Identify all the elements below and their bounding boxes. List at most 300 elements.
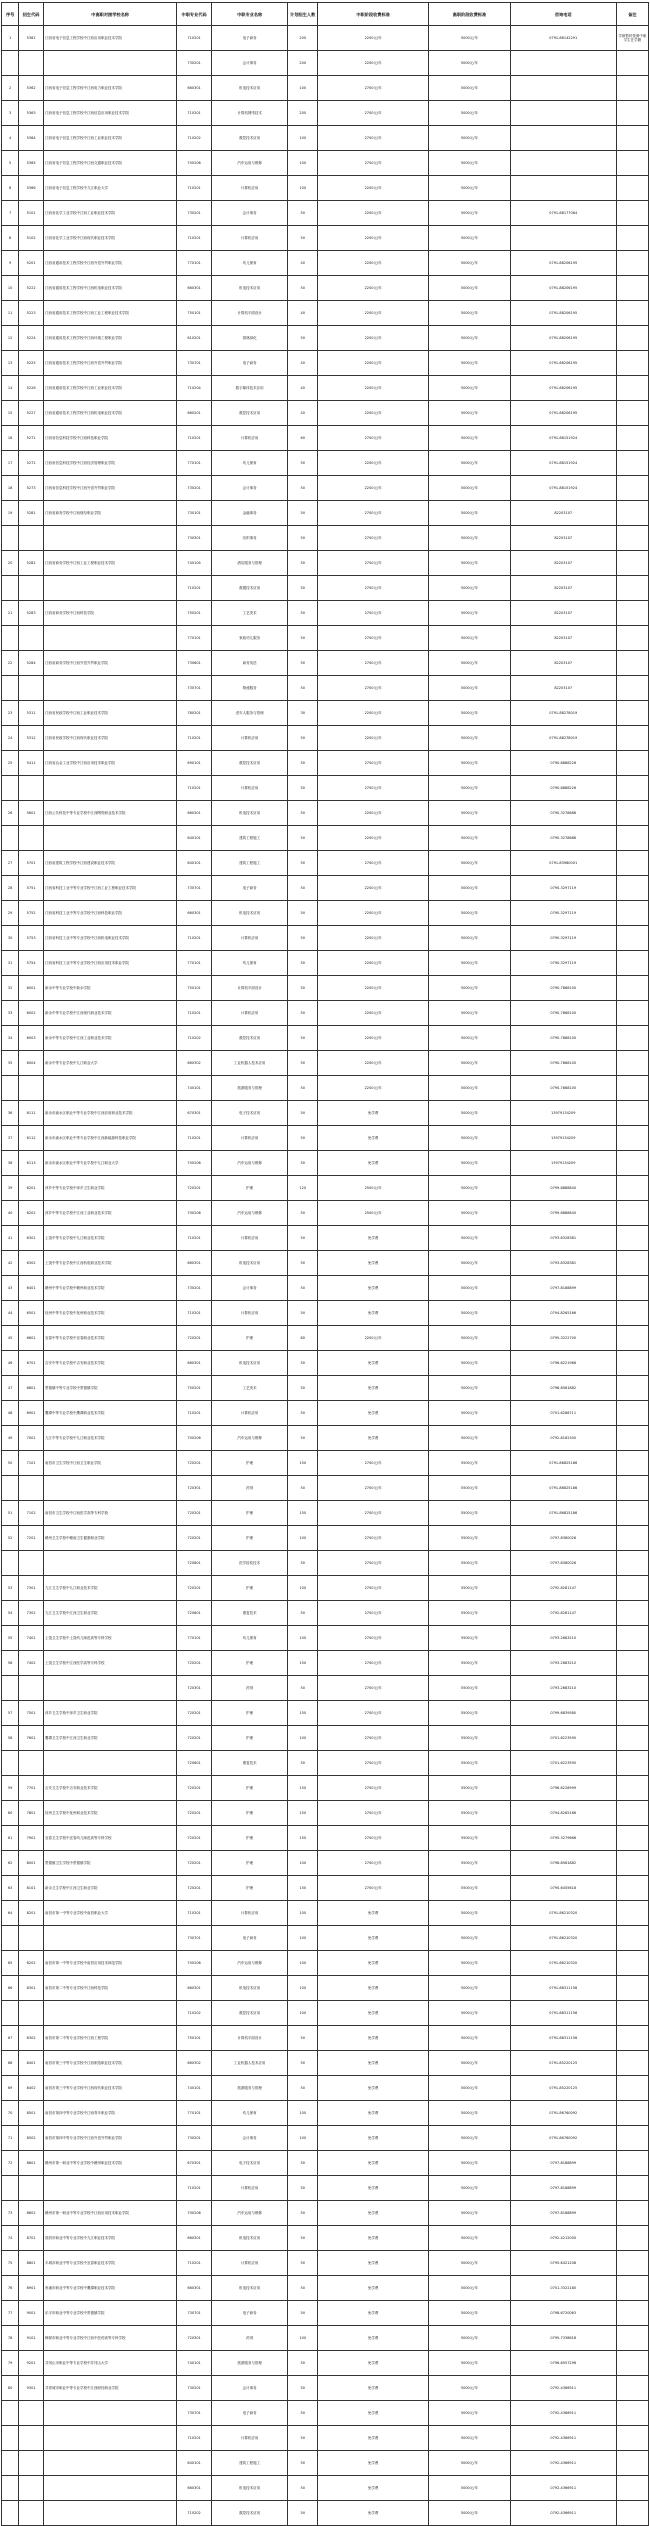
row-code xyxy=(19,1676,44,1701)
row-school: 江西省通用技术工程学校中江西工业工程职业技术学院 xyxy=(43,301,176,326)
row-major-code: 730201 xyxy=(177,2376,212,2401)
row-code xyxy=(19,626,44,651)
row-plan: 30 xyxy=(288,701,318,726)
row-tel: 0794-8265166 xyxy=(510,1801,616,1826)
row-note xyxy=(616,351,648,376)
row-major-code: 750101 xyxy=(177,301,212,326)
row-code: 6501 xyxy=(19,1301,44,1326)
row-note xyxy=(616,2001,648,2026)
row-major: 计算机应用 xyxy=(211,176,288,201)
row-fee-mid: 免学费 xyxy=(318,1301,429,1326)
table-row xyxy=(2,551,649,576)
row-major-code: 710201 xyxy=(177,101,212,126)
row-no: 46 xyxy=(2,1351,19,1376)
row-no: 55 xyxy=(2,1626,19,1651)
table-row xyxy=(2,826,649,851)
row-major: 计算机网络技术 xyxy=(211,101,288,126)
row-major-code: 720201 xyxy=(177,1326,212,1351)
row-school xyxy=(43,2176,176,2201)
row-no: 69 xyxy=(2,2076,19,2101)
row-note xyxy=(616,401,648,426)
row-major-code: 730701 xyxy=(177,676,212,701)
row-major-code: 730701 xyxy=(177,351,212,376)
row-fee-mid: 免学费 xyxy=(318,1101,429,1126)
row-fee-high: 5500元/年 xyxy=(429,1726,510,1751)
row-no xyxy=(2,576,19,601)
row-note xyxy=(616,1251,648,1276)
row-fee-mid: 2700元/年 xyxy=(318,776,429,801)
row-fee-high: 5000元/年 xyxy=(429,1351,510,1376)
row-major: 汽车运用与维修 xyxy=(211,1951,288,1976)
table-row xyxy=(2,651,649,676)
row-major: 计算机应用 xyxy=(211,1901,288,1926)
row-major-code: 730101 xyxy=(177,501,212,526)
row-code: 6302 xyxy=(19,1251,44,1276)
row-fee-high: 5000元/年 xyxy=(429,1901,510,1926)
row-major: 旅游服务与管理 xyxy=(211,2351,288,2376)
row-fee-mid: 2700元/年 xyxy=(318,1451,429,1476)
row-major: 康复技术 xyxy=(211,1601,288,1626)
row-fee-mid: 2700元/年 xyxy=(318,426,429,451)
row-code: 8801 xyxy=(19,2251,44,2276)
row-major-code: 690101 xyxy=(177,751,212,776)
row-major-code: 640101 xyxy=(177,2451,212,2476)
row-fee-high: 5500元/年 xyxy=(429,1476,510,1501)
row-note xyxy=(616,2351,648,2376)
row-major-code: 710201 xyxy=(177,426,212,451)
row-fee-mid: 2200元/年 xyxy=(318,1326,429,1351)
row-code: 8101 xyxy=(19,1876,44,1901)
row-note xyxy=(616,951,648,976)
row-major-code: 710201 xyxy=(177,776,212,801)
row-major-code: 640101 xyxy=(177,851,212,876)
row-no: 54 xyxy=(2,1601,19,1626)
row-fee-mid: 2200元/年 xyxy=(318,451,429,476)
row-plan: 50 xyxy=(288,1001,318,1026)
table-row xyxy=(2,1251,649,1276)
row-school: 赣州中等专业学校中赣州职业技术学院 xyxy=(43,1276,176,1301)
row-major: 家政幼儿服务 xyxy=(211,626,288,651)
row-major-code: 710202 xyxy=(177,126,212,151)
row-plan: 100 xyxy=(288,76,318,101)
row-plan: 100 xyxy=(288,1901,318,1926)
row-major-code: 710201 xyxy=(177,2251,212,2276)
row-no: 50 xyxy=(2,1451,19,1476)
row-code: 6301 xyxy=(19,1226,44,1251)
row-plan: 50 xyxy=(288,1276,318,1301)
row-no xyxy=(2,526,19,551)
row-tel: 0790-6888226 xyxy=(510,751,616,776)
row-tel: 0795-6421208 xyxy=(510,2251,616,2276)
row-code: 6701 xyxy=(19,1351,44,1376)
table-row xyxy=(2,1601,649,1626)
row-major: 会计事务 xyxy=(211,2126,288,2151)
row-note xyxy=(616,1801,648,1826)
row-major-code: 660301 xyxy=(177,2476,212,2501)
row-major: 电子技术应用 xyxy=(211,1101,288,1126)
row-major: 建筑工程施工 xyxy=(211,826,288,851)
row-fee-high: 5000元/年 xyxy=(429,576,510,601)
row-fee-mid: 2700元/年 xyxy=(318,1701,429,1726)
row-school: 江西省通用技术工程学校中江西机电职业技术学院 xyxy=(43,401,176,426)
table-row xyxy=(2,126,649,151)
row-fee-high: 5000元/年 xyxy=(429,201,510,226)
row-code: 5754 xyxy=(19,951,44,976)
row-note xyxy=(616,1176,648,1201)
row-note xyxy=(616,2276,648,2301)
row-major-code: 720301 xyxy=(177,2326,212,2351)
row-major-code: 720201 xyxy=(177,1876,212,1901)
row-school: 上饶卫生学校中江西医学高等专科学校 xyxy=(43,1651,176,1676)
row-no: 3 xyxy=(2,101,19,126)
row-school: 新余市渝水区职业中等专业学校中江西新能源科技职业学院 xyxy=(43,1126,176,1151)
row-note xyxy=(616,476,648,501)
row-fee-high: 5500元/年 xyxy=(429,1751,510,1776)
row-major: 计算机应用 xyxy=(211,776,288,801)
row-fee-high: 5000元/年 xyxy=(429,876,510,901)
row-major: 护理 xyxy=(211,1851,288,1876)
row-fee-high: 5000元/年 xyxy=(429,1126,510,1151)
row-school: 上饶中等专业学校中江西机电职业技术学院 xyxy=(43,1251,176,1276)
row-school xyxy=(43,2451,176,2476)
row-no: 30 xyxy=(2,926,19,951)
row-code: 7901 xyxy=(19,1826,44,1851)
row-fee-high: 5000元/年 xyxy=(429,2226,510,2251)
row-tel xyxy=(510,226,616,251)
row-fee-high: 5500元/年 xyxy=(429,1626,510,1651)
row-note xyxy=(616,451,648,476)
row-fee-mid: 免学费 xyxy=(318,1126,429,1151)
row-note xyxy=(616,1276,648,1301)
row-code xyxy=(19,51,44,76)
row-note xyxy=(616,176,648,201)
row-code: 5272 xyxy=(19,451,44,476)
row-note xyxy=(616,1776,648,1801)
row-major-code: 720201 xyxy=(177,1526,212,1551)
row-plan: 50 xyxy=(288,2376,318,2401)
table-row xyxy=(2,76,649,101)
row-tel: 0790-7868100 xyxy=(510,1051,616,1076)
row-major-code: 750201 xyxy=(177,601,212,626)
row-fee-high: 5000元/年 xyxy=(429,1101,510,1126)
row-plan: 50 xyxy=(288,2226,318,2251)
row-note: 学制暂时按照中职学生在学籍 xyxy=(616,26,648,51)
row-note xyxy=(616,2226,648,2251)
row-plan: 50 xyxy=(288,926,318,951)
row-note xyxy=(616,601,648,626)
row-plan: 50 xyxy=(288,1751,318,1776)
row-tel: 0791-88311156 xyxy=(510,2026,616,2051)
row-fee-mid: 2700元/年 xyxy=(318,1801,429,1826)
row-no: 13 xyxy=(2,351,19,376)
row-fee-mid: 免学费 xyxy=(318,2051,429,2076)
row-code: 6801 xyxy=(19,1376,44,1401)
row-fee-high: 5000元/年 xyxy=(429,1951,510,1976)
row-major: 药剂 xyxy=(211,1676,288,1701)
row-plan: 50 xyxy=(288,326,318,351)
row-no: 59 xyxy=(2,1776,19,1801)
row-school: 鹰潭中等专业学校中鹰潭职业技术学院 xyxy=(43,1401,176,1426)
row-code: 5753 xyxy=(19,926,44,951)
row-fee-mid: 免学费 xyxy=(318,1976,429,2001)
row-major: 汽车运用与维修 xyxy=(211,1201,288,1226)
row-tel: 0790-7868100 xyxy=(510,1026,616,1051)
row-school: 江西省通用技术工程学校中江西外语外贸职业学院 xyxy=(43,251,176,276)
row-major-code: 730201 xyxy=(177,476,212,501)
row-major-code: 710201 xyxy=(177,2426,212,2451)
row-plan: 50 xyxy=(288,626,318,651)
row-major: 老年人服务与管理 xyxy=(211,701,288,726)
row-major-code: 720201 xyxy=(177,1726,212,1751)
row-no: 79 xyxy=(2,2351,19,2376)
table-row xyxy=(2,1576,649,1601)
row-major: 计算机应用 xyxy=(211,1126,288,1151)
row-tel xyxy=(510,151,616,176)
row-major: 计算机应用 xyxy=(211,426,288,451)
row-plan: 50 xyxy=(288,1401,318,1426)
row-code: 5227 xyxy=(19,401,44,426)
row-school: 江西省电子信息工程学校中江西信息应用职业技术学院 xyxy=(43,101,176,126)
row-no: 47 xyxy=(2,1376,19,1401)
row-no xyxy=(2,1476,19,1501)
row-major-code: 720201 xyxy=(177,1176,212,1201)
row-fee-mid: 2700元/年 xyxy=(318,1476,429,1501)
row-no: 15 xyxy=(2,401,19,426)
row-major-code: 720301 xyxy=(177,1476,212,1501)
row-tel: 0791-88206195 xyxy=(510,276,616,301)
row-note xyxy=(616,2076,648,2101)
table-row xyxy=(2,1401,649,1426)
row-code: 6901 xyxy=(19,1401,44,1426)
table-row xyxy=(2,1001,649,1026)
table-row xyxy=(2,1301,649,1326)
row-major: 电子商务 xyxy=(211,2401,288,2426)
row-major: 机电技术应用 xyxy=(211,276,288,301)
row-code: 8602 xyxy=(19,2201,44,2226)
row-tel: 0791-86142291 xyxy=(510,26,616,51)
row-tel xyxy=(510,176,616,201)
header-fee-high: 高职阶段收费标准 xyxy=(429,3,510,26)
row-code: 6002 xyxy=(19,1001,44,1026)
row-fee-high: 5000元/年 xyxy=(429,751,510,776)
row-major-code: 730201 xyxy=(177,51,212,76)
row-fee-high: 5500元/年 xyxy=(429,1451,510,1476)
table-row xyxy=(2,2151,649,2176)
row-school: 南昌市卫生学校中江西医学高等专科学校 xyxy=(43,1501,176,1526)
row-fee-mid: 2200元/年 xyxy=(318,701,429,726)
row-plan: 50 xyxy=(288,2026,318,2051)
row-major-code: 740101 xyxy=(177,2351,212,2376)
row-tel: 0797-8188899 xyxy=(510,2201,616,2226)
row-plan: 40 xyxy=(288,351,318,376)
row-fee-mid: 2200元/年 xyxy=(318,326,429,351)
row-code: 7302 xyxy=(19,1601,44,1626)
row-major: 计算机平面设计 xyxy=(211,976,288,1001)
row-fee-high: 5000元/年 xyxy=(429,2401,510,2426)
row-major: 护理 xyxy=(211,1801,288,1826)
row-fee-high: 5000元/年 xyxy=(429,2001,510,2026)
row-note xyxy=(616,2101,648,2126)
row-major: 纺织事务 xyxy=(211,526,288,551)
row-fee-mid: 2700元/年 xyxy=(318,851,429,876)
row-plan: 50 xyxy=(288,1251,318,1276)
row-plan: 120 xyxy=(288,1176,318,1201)
table-row xyxy=(2,701,649,726)
row-fee-mid: 2200元/年 xyxy=(318,276,429,301)
row-major: 数控技术应用 xyxy=(211,126,288,151)
row-school xyxy=(43,2476,176,2501)
row-tel: 0791-86210320 xyxy=(510,1951,616,1976)
row-code xyxy=(19,2476,44,2501)
row-major-code: 700206 xyxy=(177,1151,212,1176)
table-row xyxy=(2,1951,649,1976)
row-no: 74 xyxy=(2,2226,19,2251)
row-fee-mid: 免学费 xyxy=(318,1151,429,1176)
row-code: 5222 xyxy=(19,276,44,301)
row-tel: 0798-8561882 xyxy=(510,1851,616,1876)
row-note xyxy=(616,226,648,251)
row-fee-high: 5000元/年 xyxy=(429,1026,510,1051)
row-note xyxy=(616,1726,648,1751)
row-major: 护理 xyxy=(211,1501,288,1526)
row-code: 8301 xyxy=(19,1976,44,2001)
row-fee-high: 5000元/年 xyxy=(429,376,510,401)
row-tel: 0791-88206195 xyxy=(510,376,616,401)
row-no: 37 xyxy=(2,1126,19,1151)
row-major: 护理 xyxy=(211,1526,288,1551)
row-code xyxy=(19,1476,44,1501)
table-row xyxy=(2,2051,649,2076)
table-row xyxy=(2,926,649,951)
row-school: 南昌市第三中等专业学校中江西现代职业技术学院 xyxy=(43,2076,176,2101)
row-major: 电子技术应用 xyxy=(211,2151,288,2176)
row-school: 江西省信息科技学校中江西经济管理职业学院 xyxy=(43,451,176,476)
row-major: 康复技术 xyxy=(211,1751,288,1776)
row-fee-high: 5500元/年 xyxy=(429,1526,510,1551)
table-row xyxy=(2,501,649,526)
row-note xyxy=(616,876,648,901)
row-code xyxy=(19,2426,44,2451)
row-plan: 100 xyxy=(288,1951,318,1976)
row-plan: 150 xyxy=(288,1801,318,1826)
row-fee-high: 5000元/年 xyxy=(429,2176,510,2201)
row-plan: 50 xyxy=(288,2176,318,2201)
row-note xyxy=(616,1026,648,1051)
row-major: 幼儿保育 xyxy=(211,451,288,476)
row-tel: 0792-8281147 xyxy=(510,1601,616,1626)
row-plan: 50 xyxy=(288,876,318,901)
row-code: 6202 xyxy=(19,1201,44,1226)
row-school xyxy=(43,1076,176,1101)
row-plan: 50 xyxy=(288,576,318,601)
row-fee-high: 5000元/年 xyxy=(429,2026,510,2051)
row-fee-mid: 2200元/年 xyxy=(318,351,429,376)
row-school: 江西省商务学校中江西财经职业学院 xyxy=(43,501,176,526)
row-major-code: 660302 xyxy=(177,1051,212,1076)
row-plan: 50 xyxy=(288,1101,318,1126)
row-plan: 50 xyxy=(288,201,318,226)
row-fee-high: 5500元/年 xyxy=(429,1701,510,1726)
row-note xyxy=(616,2201,648,2226)
row-major-code: 770101 xyxy=(177,626,212,651)
row-major-code: 720801 xyxy=(177,1551,212,1576)
row-plan: 50 xyxy=(288,851,318,876)
row-fee-mid: 免学费 xyxy=(318,1926,429,1951)
row-school: 新余中等专业学校中江西工业职业技术学院 xyxy=(43,1026,176,1051)
row-no xyxy=(2,2401,19,2426)
row-plan: 100 xyxy=(288,1851,318,1876)
row-no: 33 xyxy=(2,1001,19,1026)
row-no: 64 xyxy=(2,1901,19,1926)
row-plan: 50 xyxy=(288,1151,318,1176)
row-tel: 0791-86760092 xyxy=(510,2126,616,2151)
row-major-code: 740101 xyxy=(177,2076,212,2101)
table-row xyxy=(2,576,649,601)
row-tel: 0798-8561882 xyxy=(510,1376,616,1401)
row-no: 12 xyxy=(2,326,19,351)
row-code: 8001 xyxy=(19,1851,44,1876)
row-major: 机电技术应用 xyxy=(211,901,288,926)
row-code: 8701 xyxy=(19,2226,44,2251)
row-code: 5751 xyxy=(19,876,44,901)
row-fee-mid: 2200元/年 xyxy=(318,301,429,326)
row-fee-mid: 2200元/年 xyxy=(318,1051,429,1076)
table-row xyxy=(2,351,649,376)
table-row xyxy=(2,2401,649,2426)
row-major: 电子商务 xyxy=(211,1926,288,1951)
row-major-code: 780201 xyxy=(177,701,212,726)
table-row xyxy=(2,2251,649,2276)
row-fee-mid: 2700元/年 xyxy=(318,501,429,526)
row-note xyxy=(616,1051,648,1076)
row-note xyxy=(616,801,648,826)
table-row xyxy=(2,2376,649,2401)
row-school: 萍乡中等专业学校中江西工业职业技术学院 xyxy=(43,1201,176,1226)
row-plan: 50 xyxy=(288,1076,318,1101)
row-major: 金融事务 xyxy=(211,501,288,526)
row-tel: 0796-6557296 xyxy=(510,2351,616,2376)
table-row xyxy=(2,276,649,301)
row-school xyxy=(43,826,176,851)
row-major-code: 730701 xyxy=(177,876,212,901)
row-tel: 0797-8380026 xyxy=(510,1526,616,1551)
table-row xyxy=(2,1876,649,1901)
row-code xyxy=(19,1751,44,1776)
row-no xyxy=(2,776,19,801)
row-fee-high: 5000元/年 xyxy=(429,1051,510,1076)
row-code: 7301 xyxy=(19,1576,44,1601)
row-no: 10 xyxy=(2,276,19,301)
row-school xyxy=(43,1751,176,1776)
row-no: 42 xyxy=(2,1251,19,1276)
row-plan: 50 xyxy=(288,1026,318,1051)
row-fee-high: 5000元/年 xyxy=(429,851,510,876)
row-major-code: 750201 xyxy=(177,1376,212,1401)
table-row xyxy=(2,1151,649,1176)
row-tel: 0791-86210320 xyxy=(510,1901,616,1926)
row-school: 江西省电子信息工程学校中江西应用职业技术学院 xyxy=(43,26,176,51)
row-fee-mid: 2700元/年 xyxy=(318,1601,429,1626)
row-school: 萍乡卫生学校中萍乡卫生职业学院 xyxy=(43,1701,176,1726)
row-code: 6601 xyxy=(19,1326,44,1351)
row-major-code: 700206 xyxy=(177,2201,212,2226)
row-plan: 100 xyxy=(288,126,318,151)
table-row xyxy=(2,1701,649,1726)
row-note xyxy=(616,2051,648,2076)
row-major-code: 660301 xyxy=(177,1351,212,1376)
row-major: 建筑工程施工 xyxy=(211,2451,288,2476)
row-no: 57 xyxy=(2,1701,19,1726)
